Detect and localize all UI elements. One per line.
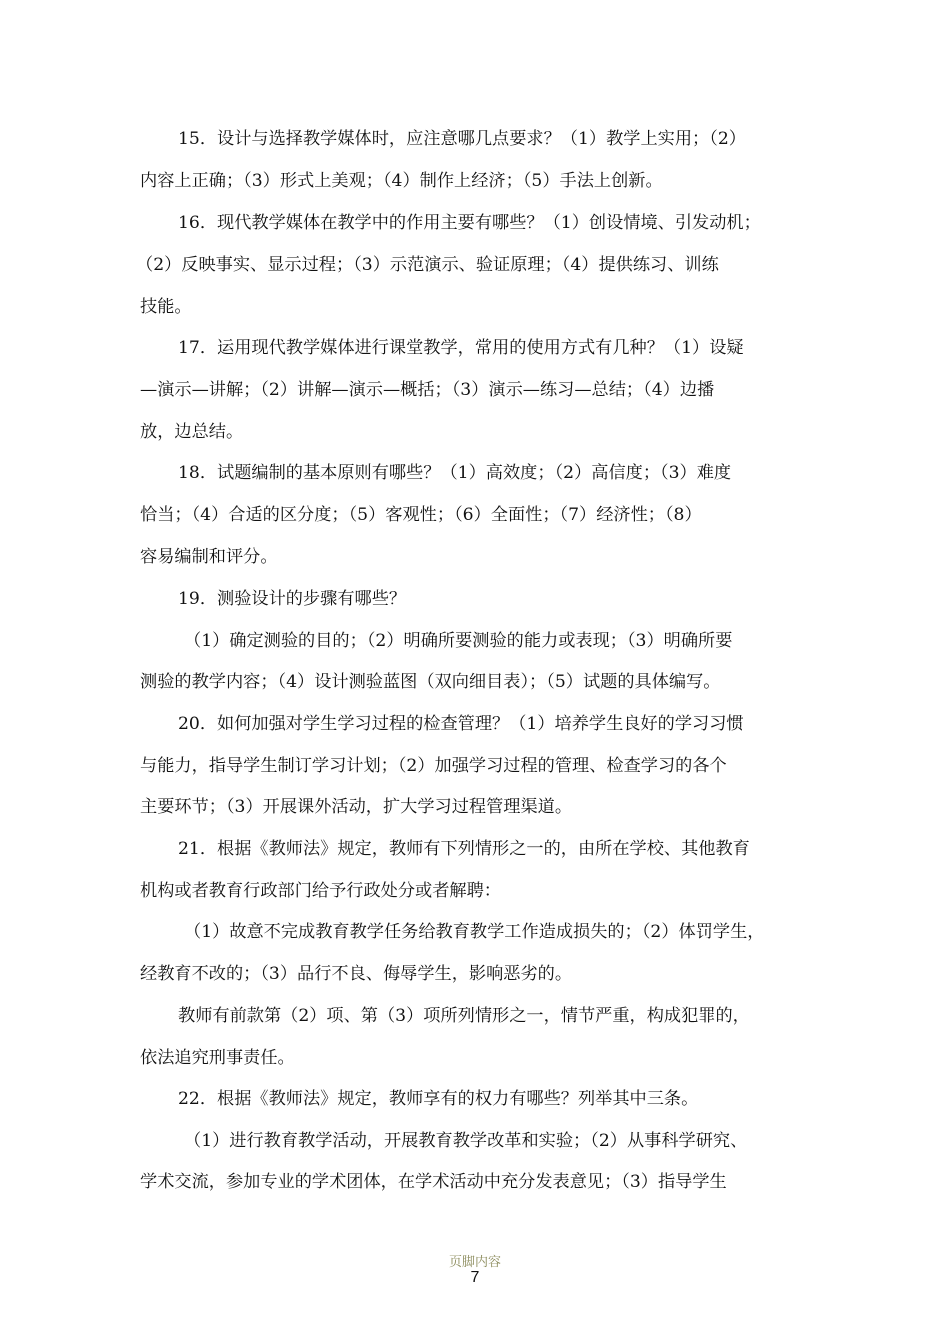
text-line: 19．测验设计的步骤有哪些？ <box>178 589 407 609</box>
text-line: 18．试题编制的基本原则有哪些？（1）高效度；（2）高信度；（3）难度 <box>178 463 732 483</box>
text-line: （1）故意不完成教育教学任务给教育教学工作造成损失的；（2）体罚学生， <box>184 922 765 942</box>
text-line: 依法追究刑事责任。 <box>140 1048 295 1068</box>
text-line: 放，边总结。 <box>140 422 244 442</box>
footer-text: 页脚内容 <box>448 1255 501 1270</box>
text-line: 主要环节；（3）开展课外活动，扩大学习过程管理渠道。 <box>140 797 573 817</box>
text-line: 17．运用现代教学媒体进行课堂教学，常用的使用方式有几种？（1）设疑 <box>178 338 744 358</box>
text-line: 教师有前款第（2）项、第（3）项所列情形之一，情节严重，构成犯罪的， <box>178 1006 750 1026</box>
text-line: 测验的教学内容；（4）设计测验蓝图（双向细目表）；（5）试题的具体编写。 <box>140 672 721 692</box>
text-line: —演示—讲解；（2）讲解—演示—概括；（3）演示—练习—总结；（4）边播 <box>140 380 715 400</box>
page-number: 7 <box>470 1269 480 1286</box>
text-line: 技能。 <box>140 297 192 317</box>
text-line: 20．如何加强对学生学习过程的检查管理？（1）培养学生良好的学习习惯 <box>178 714 744 734</box>
text-line: 内容上正确；（3）形式上美观；（4）制作上经济；（5）手法上创新。 <box>140 171 663 191</box>
text-line: 恰当；（4）合适的区分度；（5）客观性；（6）全面性；（7）经济性；（8） <box>140 505 702 525</box>
text-line: （1）确定测验的目的；（2）明确所要测验的能力或表现；（3）明确所要 <box>184 631 733 651</box>
text-line: 学术交流，参加专业的学术团体，在学术活动中充分发表意见；（3）指导学生 <box>140 1172 727 1192</box>
text-line: （1）进行教育教学活动，开展教育教学改革和实验；（2）从事科学研究、 <box>184 1131 748 1151</box>
text-line: 22．根据《教师法》规定，教师享有的权力有哪些？列举其中三条。 <box>178 1089 699 1109</box>
text-line: 机构或者教育行政部门给予行政处分或者解聘： <box>140 881 501 901</box>
text-line: 容易编制和评分。 <box>140 547 278 567</box>
text-line: 16．现代教学媒体在教学中的作用主要有哪些？（1）创设情境、引发动机； <box>178 213 761 233</box>
text-line: 与能力，指导学生制订学习计划；（2）加强学习过程的管理、检查学习的各个 <box>140 756 727 776</box>
text-line: 21．根据《教师法》规定，教师有下列情形之一的，由所在学校、其他教育 <box>178 839 750 859</box>
text-line: 15．设计与选择教学媒体时，应注意哪几点要求？（1）教学上实用；（2） <box>178 129 746 149</box>
text-line: 经教育不改的；（3）品行不良、侮辱学生，影响恶劣的。 <box>140 964 573 984</box>
text-line: （2）反映事实、显示过程；（3）示范演示、验证原理；（4）提供练习、训练 <box>136 255 719 275</box>
